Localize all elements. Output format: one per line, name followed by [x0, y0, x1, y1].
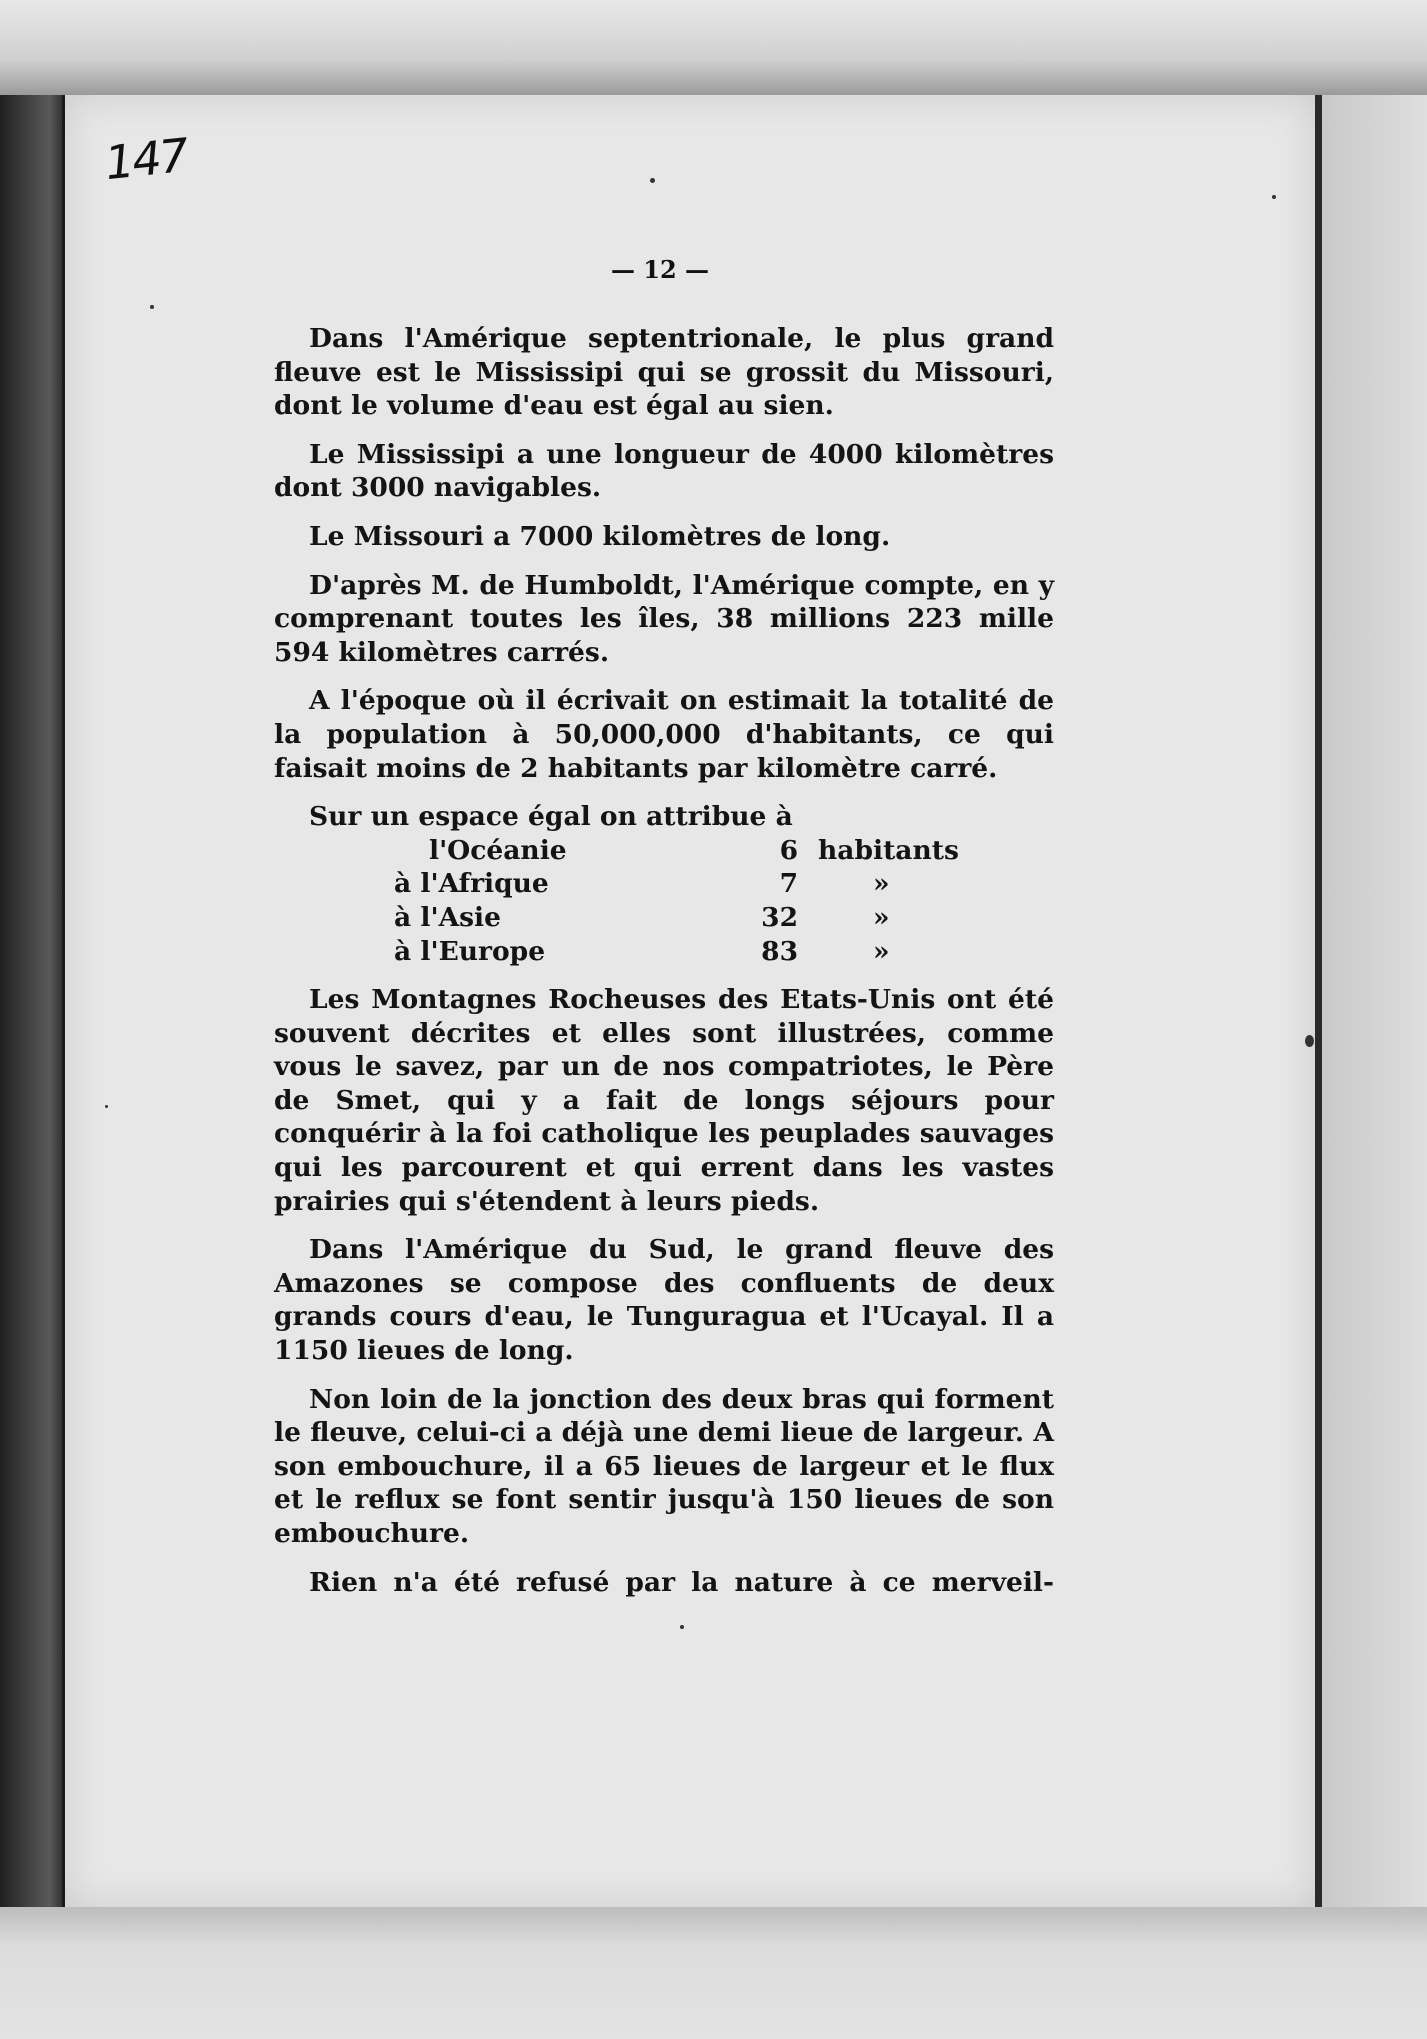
value-cell: 83	[761, 935, 799, 967]
scan-speck	[1305, 1035, 1314, 1047]
page-body-text	[274, 322, 1054, 1614]
region-cell: à l'Asie	[394, 901, 501, 933]
density-intro: Sur un espace égal on attribue à	[309, 801, 793, 833]
paragraph-rocky-mountains: Les Montagnes Rocheuses des Etats-Unis ont été souvent décrites et elles sont illustrées, comme vous le savez, par un de nos compatriotes, le Père de Smet, qui y a fait de longs séjours pour conquérir à la foi catholique les peuplades sauvages qui les parcourent et qui errent dans les vastes prairies qui s'étendent à leurs pieds.	[274, 984, 1054, 1217]
page-number: — 12 —	[610, 255, 710, 284]
table-row	[274, 834, 1054, 868]
table-row	[274, 935, 1054, 969]
paragraph-missouri-length: Le Missouri a 7000 kilomètres de long.	[309, 520, 891, 552]
scanner-bottom-band	[0, 1907, 1427, 2039]
population-density-table	[274, 834, 1054, 968]
region-cell: à l'Europe	[394, 935, 546, 967]
scan-speck	[680, 1625, 684, 1629]
paragraph-amazon-width: Non loin de la jonction des deux bras qui forment le fleuve, celui-ci a déjà une demi lieue de largeur. A son embouchure, il a 65 lieues de largeur et le flux et le reflux se font sentir jusqu'à 150 lieues de son embouchure.	[274, 1383, 1054, 1549]
book-spine-shadow	[0, 95, 62, 2039]
paragraph-mississippi-intro: Dans l'Amérique septentrionale, le plus grand fleuve est le Mississipi qui se grossit du Missouri, dont le volume d'eau est égal au sien.	[274, 323, 1054, 422]
facing-page-edge	[1322, 95, 1427, 1907]
value-cell: 7	[779, 868, 799, 900]
region-cell: l'Océanie	[429, 834, 567, 866]
ditto-mark: »	[873, 901, 890, 933]
unit-cell: habitants	[818, 834, 959, 866]
ditto-mark: »	[873, 868, 890, 900]
ditto-mark: »	[873, 935, 890, 967]
paragraph-amazon-source: Dans l'Amérique du Sud, le grand fleuve des Amazones se compose des confluents de deux grands cours d'eau, le Tunguragua et l'Ucayal. Il a 1150 lieues de long.	[274, 1234, 1054, 1367]
table-row	[274, 901, 1054, 935]
paragraph-mississippi-length: Le Mississipi a une longueur de 4000 kilomètres dont 3000 navigables.	[274, 438, 1054, 504]
scan-speck	[150, 305, 154, 309]
region-cell: à l'Afrique	[394, 868, 549, 900]
scan-speck	[105, 1105, 108, 1108]
scan-speck	[1272, 195, 1276, 199]
value-cell: 6	[779, 834, 799, 866]
paragraph-humboldt-area: D'après M. de Humboldt, l'Amérique compte, en y comprenant toutes les îles, 38 millions 223 mille 594 kilomètres carrés.	[274, 569, 1054, 668]
handwritten-folio-number: 147	[102, 127, 190, 191]
paragraph-nature-continued: Rien n'a été refusé par la nature à ce merveil-	[309, 1566, 1054, 1598]
scan-speck	[650, 178, 655, 183]
scanner-top-band	[0, 0, 1427, 95]
table-row	[274, 867, 1054, 901]
value-cell: 32	[761, 901, 799, 933]
paragraph-population: A l'époque où il écrivait on estimait la totalité de la population à 50,000,000 d'habitants, ce qui faisait moins de 2 habitants par kilomètre carré.	[274, 685, 1054, 784]
